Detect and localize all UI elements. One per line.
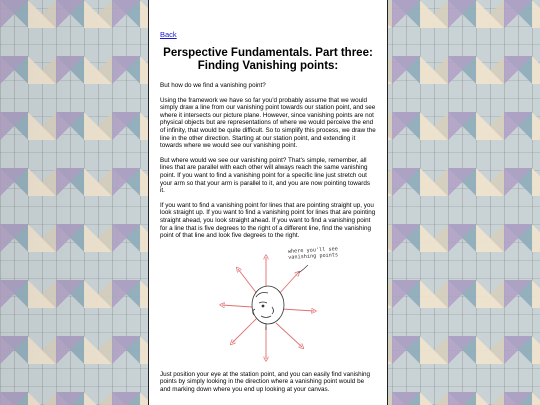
arrow-down-right xyxy=(276,323,302,347)
paragraph-closing: Just position your eye at the station point, and you can easily find vanishing points by simply looking in the direction where a vanishing point would be and marking down where you end up looking at your canvas. xyxy=(160,370,371,393)
page-title xyxy=(160,47,376,73)
arrow-left xyxy=(222,305,252,307)
arrow-right xyxy=(282,309,314,311)
annotation-pointer xyxy=(298,265,308,273)
illustration-annotation: where you'll see vanishing points xyxy=(287,245,339,261)
arrow-up-right xyxy=(278,273,298,295)
paragraph-framework: Using the framework we have so far you'd probably assume that we would simply draw a line from our vanishing point towards our station point, and see where it intersects our picture plane. However, since vanishing points are not physical objects but are representations of where we would perceive the end of infinity, that would be quite difficult. So to simplify this process, we draw the line in the other direction. Starting at our station point, and extending it towards where we would see our vanishing point. xyxy=(160,96,376,150)
back-link[interactable]: Back xyxy=(160,30,177,39)
vanishing-point-illustration xyxy=(160,247,378,365)
arrow-down-left xyxy=(232,319,256,343)
paragraph-intro: But how do we find a vanishing point? xyxy=(160,82,266,89)
head-sketch xyxy=(252,286,284,330)
paragraph-directions: If you want to find a vanishing point for lines that are pointing straight up, you look straight up. If you want to find a vanishing point for lines that are pointing straight ahead, you look straight ahead. If you want to find a vanishing point for a line that is five degrees to the right of a different line, find the vanishing point of that line and look five degrees to the right. xyxy=(160,201,376,240)
arrow-up-left xyxy=(238,269,258,295)
head-with-arrows-drawing xyxy=(160,247,378,365)
title-line-2: Finding Vanishing points: xyxy=(197,60,339,72)
article-panel xyxy=(148,0,388,405)
title-line-1: Perspective Fundamentals. Part three: xyxy=(163,47,373,59)
background-shade xyxy=(0,0,148,405)
paragraph-where: But where would we see our vanishing point? That's simple, remember, all lines that are parallel with each other will always reach the same vanishing point. If you want to find a vanishing point for a specific line just stretch out your arm so that your arm is parallel to it, and you are now pointing towards it. xyxy=(160,156,370,195)
